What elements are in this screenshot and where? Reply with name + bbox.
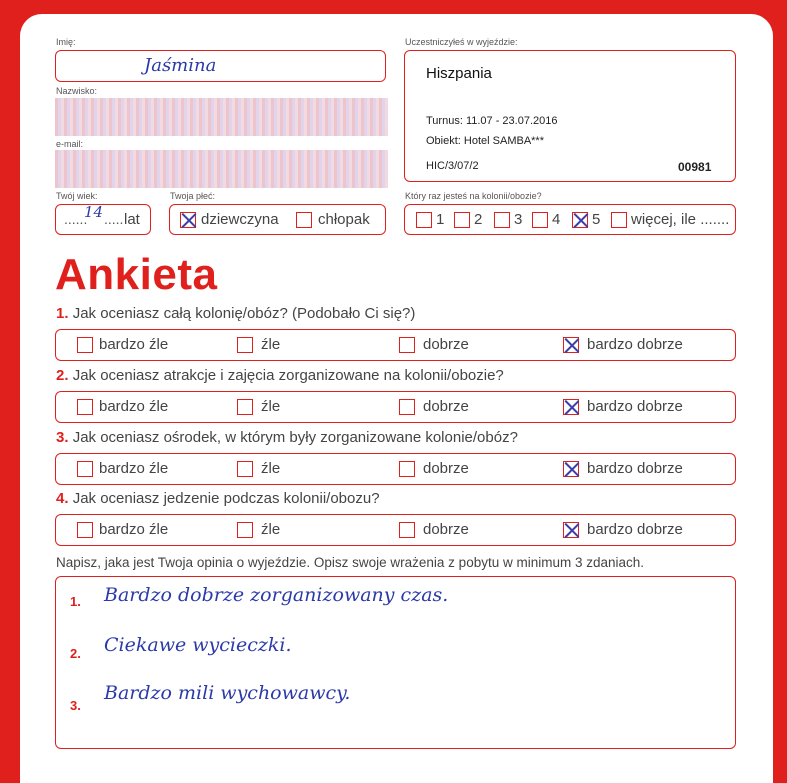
q3-option-label-3: dobrze	[423, 460, 469, 477]
trip-number: 00981	[678, 160, 712, 174]
q1-option-label-1: bardzo źle	[99, 336, 169, 353]
q2-checkbox-4[interactable]	[563, 399, 579, 415]
gender-checkbox-boy[interactable]	[296, 212, 312, 228]
question-number: 2.	[56, 367, 69, 384]
trip-destination: Hiszpania	[426, 65, 492, 82]
question-number: 1.	[56, 305, 69, 322]
age-label: Twój wiek:	[56, 191, 98, 201]
trip-code: HIC/3/07/2	[426, 160, 479, 172]
answer-number-1: 1.	[70, 594, 81, 609]
answer-text-3: Bardzo mili wychowawcy.	[104, 682, 351, 704]
trip-obiekt: Obiekt: Hotel SAMBA***	[426, 135, 544, 147]
q1-checkbox-1[interactable]	[77, 337, 93, 353]
q4-checkbox-4[interactable]	[563, 522, 579, 538]
q1-option-label-2: źle	[261, 336, 281, 353]
q4-option-label-1: bardzo źle	[99, 521, 169, 538]
trip-label: Uczestniczyłeś w wyjeździe:	[405, 37, 518, 47]
q2-option-label-2: źle	[261, 398, 281, 415]
gender-option-boy: chłopak	[318, 211, 370, 228]
age-field[interactable]	[55, 204, 151, 235]
question-2	[56, 367, 504, 384]
trip-turnus: Turnus: 11.07 - 23.07.2016	[426, 115, 558, 127]
name-value: Jaśmina	[144, 55, 217, 76]
q3-option-label-4: bardzo dobrze	[587, 460, 683, 477]
question-text: Jak oceniasz jedzenie podczas kolonii/obozu?	[72, 490, 380, 507]
survey-title: Ankieta	[55, 250, 218, 299]
answer-text-1: Bardzo dobrze zorganizowany czas.	[104, 584, 449, 606]
q4-checkbox-3[interactable]	[399, 522, 415, 538]
q3-checkbox-4[interactable]	[563, 461, 579, 477]
q4-option-label-4: bardzo dobrze	[587, 521, 683, 538]
question-1	[56, 305, 415, 322]
question-text: Jak oceniasz ośrodek, w którym były zorganizowane kolonie/obóz?	[72, 429, 518, 446]
question-text: Jak oceniasz całą kolonię/obóz? (Podobało Ci się?)	[72, 305, 416, 322]
question-text: Jak oceniasz atrakcje i zajęcia zorganizowane na kolonii/obozie?	[72, 367, 504, 384]
trip-box	[404, 50, 736, 182]
age-dots-2: .....	[104, 211, 124, 227]
times-option-5: 5	[592, 211, 601, 228]
answer-number-2: 2.	[70, 646, 81, 661]
q3-option-label-2: źle	[261, 460, 281, 477]
answer-number-3: 3.	[70, 698, 81, 713]
email-label: e-mail:	[56, 139, 84, 149]
question-3	[56, 429, 518, 446]
times-checkbox-2[interactable]	[454, 212, 470, 228]
gender-checkbox-girl[interactable]	[180, 212, 196, 228]
q2-checkbox-2[interactable]	[237, 399, 253, 415]
email-redacted	[55, 150, 388, 188]
name-field[interactable]	[55, 50, 386, 82]
times-group	[404, 204, 736, 235]
q2-option-label-4: bardzo dobrze	[587, 398, 683, 415]
question-number: 3.	[56, 429, 69, 446]
surname-label: Nazwisko:	[56, 86, 98, 96]
q1-checkbox-3[interactable]	[399, 337, 415, 353]
question-number: 4.	[56, 490, 69, 507]
q1-option-label-4: bardzo dobrze	[587, 336, 683, 353]
times-option-2: 2	[474, 211, 483, 228]
q1-checkbox-2[interactable]	[237, 337, 253, 353]
q2-checkbox-1[interactable]	[77, 399, 93, 415]
times-checkbox-more[interactable]	[611, 212, 627, 228]
q4-checkbox-1[interactable]	[77, 522, 93, 538]
gender-label: Twoja płeć:	[170, 191, 216, 201]
age-dots: ......	[64, 211, 88, 227]
times-option-1: 1	[436, 211, 445, 228]
times-checkbox-4[interactable]	[532, 212, 548, 228]
q4-option-label-3: dobrze	[423, 521, 469, 538]
age-value: 14	[84, 203, 104, 221]
times-option-4: 4	[552, 211, 561, 228]
q3-checkbox-2[interactable]	[237, 461, 253, 477]
q3-option-label-1: bardzo źle	[99, 460, 169, 477]
q4-checkbox-2[interactable]	[237, 522, 253, 538]
gender-option-girl: dziewczyna	[201, 211, 279, 228]
q2-checkbox-3[interactable]	[399, 399, 415, 415]
q1-checkbox-4[interactable]	[563, 337, 579, 353]
gender-group	[169, 204, 386, 235]
times-option-3: 3	[514, 211, 523, 228]
opinion-prompt: Napisz, jaka jest Twoja opinia o wyjeździe. Opisz swoje wrażenia z pobytu w minimum 3 zdaniach.	[56, 555, 645, 570]
q4-option-label-2: źle	[261, 521, 281, 538]
times-checkbox-3[interactable]	[494, 212, 510, 228]
q3-checkbox-1[interactable]	[77, 461, 93, 477]
times-option-more: więcej, ile .......	[631, 211, 730, 228]
q1-option-label-3: dobrze	[423, 336, 469, 353]
age-unit: lat	[124, 211, 140, 228]
surname-redacted	[55, 98, 388, 136]
q2-option-label-1: bardzo źle	[99, 398, 169, 415]
times-checkbox-5[interactable]	[572, 212, 588, 228]
q3-checkbox-3[interactable]	[399, 461, 415, 477]
answer-text-2: Ciekawe wycieczki.	[104, 634, 292, 656]
times-label: Który raz jesteś na kolonii/obozie?	[405, 191, 542, 201]
name-label: Imię:	[56, 37, 76, 47]
q2-option-label-3: dobrze	[423, 398, 469, 415]
question-4	[56, 490, 380, 507]
times-checkbox-1[interactable]	[416, 212, 432, 228]
